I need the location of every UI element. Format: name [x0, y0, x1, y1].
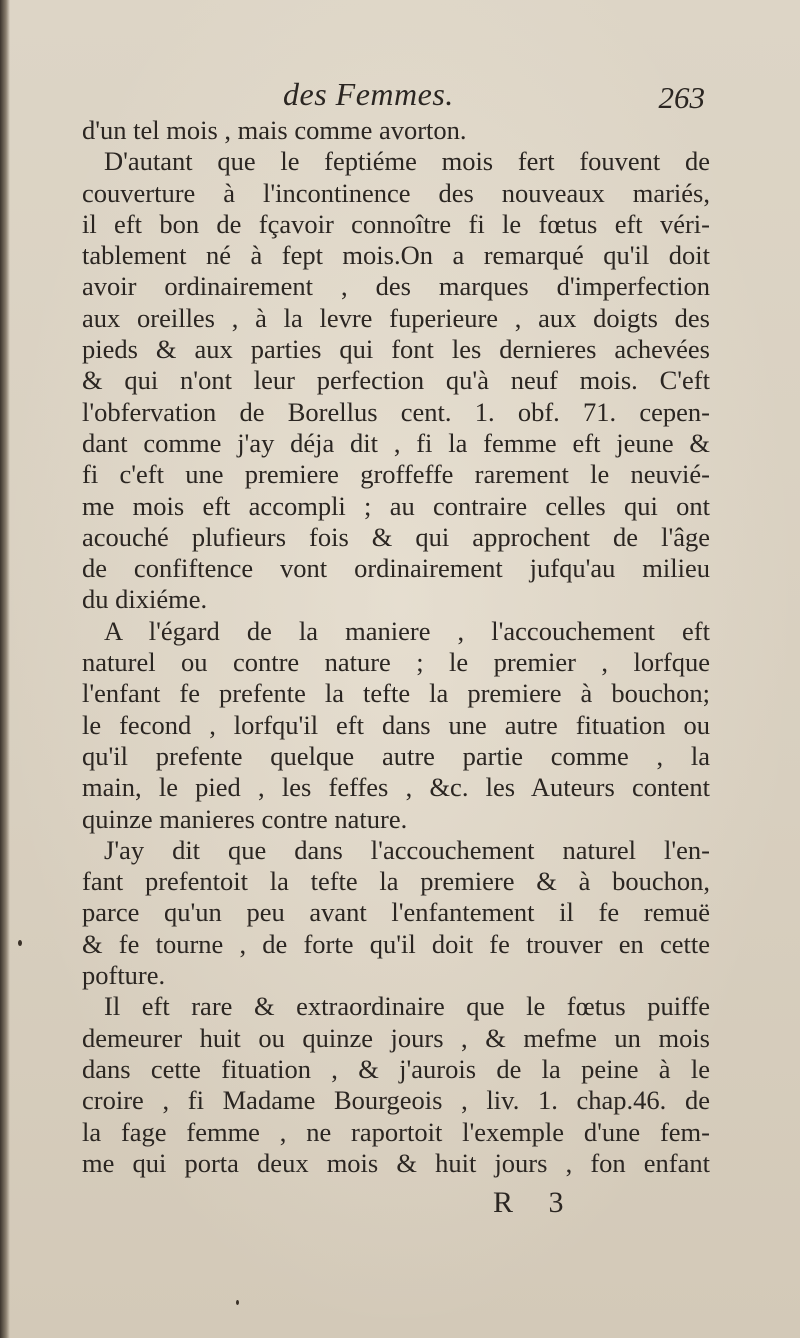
ink-speck	[236, 1300, 239, 1305]
text-line: Il eft rare & extraordinaire que le fœtus puiffe	[104, 991, 710, 1022]
text-line: & fe tourne , de forte qu'il doit fe trouver en cette	[82, 928, 710, 959]
text-line: tablement né à fept mois.On a remarqué qu'il doit	[82, 240, 710, 271]
text-line: A l'égard de la maniere , l'accouchement eft	[104, 615, 710, 646]
text-line: l'enfant fe prefente la tefte la premiere à bouchon;	[82, 678, 710, 709]
text-line: pofture.	[82, 960, 166, 991]
text-line: me mois eft accompli ; au contraire celles qui ont	[82, 490, 710, 521]
text-line: fi c'eft une premiere groffeffe rarement le neuvié-	[82, 459, 710, 490]
text-line: aux oreilles , à la levre fuperieure , aux doigts des	[82, 302, 710, 333]
text-line: fant prefentoit la tefte la premiere & à bouchon,	[82, 866, 710, 897]
text-line: naturel ou contre nature ; le premier , lorfque	[82, 647, 710, 678]
text-line: du dixiéme.	[82, 584, 208, 615]
running-title: des Femmes.	[283, 76, 454, 112]
text-line: il eft bon de fçavoir connoître fi le fœtus eft véri-	[82, 208, 710, 239]
text-line: croire , fi Madame Bourgeois , liv. 1. chap.46. de	[82, 1085, 710, 1116]
text-line: pieds & aux parties qui font les dernieres achevées	[82, 334, 710, 365]
text-line: main, le pied , les feffes , &c. les Auteurs content	[82, 772, 710, 803]
text-line: dant comme j'ay déja dit , fi la femme eft jeune &	[82, 427, 710, 458]
ink-speck	[18, 940, 22, 946]
body-text	[82, 115, 710, 1179]
text-line: quinze manieres contre nature.	[82, 803, 408, 834]
text-line: la fage femme , ne raportoit l'exemple d'une fem-	[82, 1116, 710, 1147]
text-line: D'autant que le feptiéme mois fert fouvent de	[104, 146, 710, 177]
text-line: parce qu'un peu avant l'enfantement il fe remuë	[82, 897, 710, 928]
text-line: de confiftence vont ordinairement jufqu'au milieu	[82, 553, 710, 584]
text-line: dans cette fituation , & j'aurois de la peine à le	[82, 1053, 710, 1084]
page-gutter	[0, 0, 10, 1338]
text-line: acouché plufieurs fois & qui approchent de l'âge	[82, 521, 710, 552]
text-line: demeurer huit ou quinze jours , & mefme un mois	[82, 1022, 710, 1053]
text-line: le fecond , lorfqu'il eft dans une autre fituation ou	[82, 709, 710, 740]
text-line: d'un tel mois , mais comme avorton.	[82, 115, 467, 145]
page-number: 263	[658, 80, 705, 115]
text-line: qu'il prefente quelque autre partie comme , la	[82, 740, 710, 771]
text-line: & qui n'ont leur perfection qu'à neuf mois. C'eft	[82, 365, 710, 396]
text-line: couverture à l'incontinence des nouveaux mariés,	[82, 177, 710, 208]
text-line: me qui porta deux mois & huit jours , fon enfant	[82, 1147, 710, 1178]
text-line: l'obfervation de Borellus cent. 1. obf. 71. cepen-	[82, 396, 710, 427]
text-line: J'ay dit que dans l'accouchement naturel l'en-	[104, 834, 710, 865]
text-line: avoir ordinairement , des marques d'imperfection	[82, 271, 710, 302]
signature-mark: R 3	[493, 1186, 578, 1219]
